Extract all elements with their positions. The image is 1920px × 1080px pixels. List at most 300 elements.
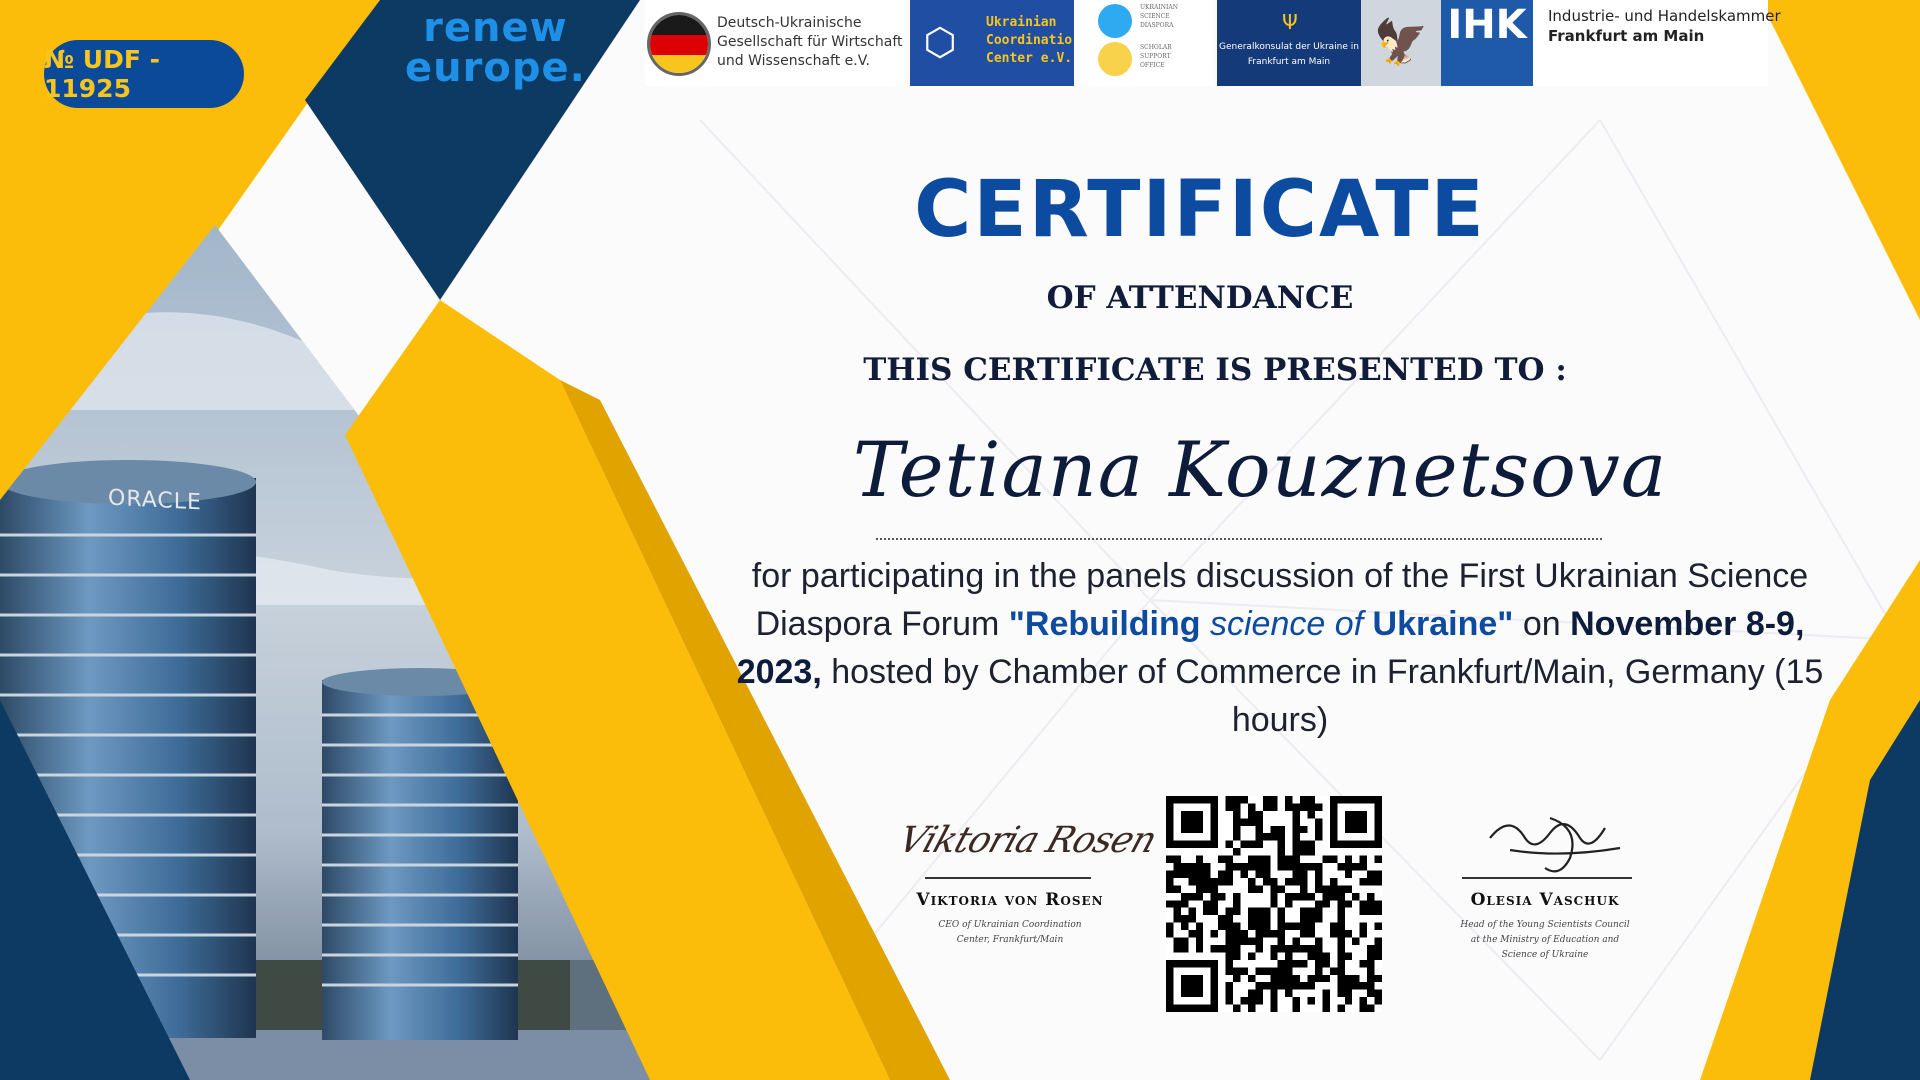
recipient-name: Tetiana Kouznetsova [852,425,1668,514]
qr-module [1300,870,1307,877]
qr-module [1248,878,1255,885]
qr-module [1173,915,1180,922]
qr-module [1375,952,1382,959]
qr-module [1218,878,1225,885]
qr-module [1240,841,1247,848]
qr-module [1285,893,1292,900]
qr-module [1233,796,1240,803]
qr-module [1308,811,1315,818]
qr-module [1188,893,1195,900]
qr-module [1270,1005,1277,1012]
ihk-line-1: Industrie- und Handelskammer [1548,7,1781,25]
qr-module [1233,900,1240,907]
qr-module [1322,900,1329,907]
left-role-line-1: CEO of Ukrainian Coordination [938,920,1082,930]
qr-module [1218,870,1225,877]
qr-module [1211,930,1218,937]
qr-module [1375,870,1382,877]
qr-module [1360,930,1367,937]
qr-module [1308,982,1315,989]
ucc-logo [910,0,1074,86]
qr-module [1270,997,1277,1004]
qr-module [1218,856,1225,863]
qr-module [1173,856,1180,863]
qr-module [1166,930,1173,937]
qr-module [1248,952,1255,959]
qr-module [1315,900,1322,907]
qr-module [1240,938,1247,945]
qr-module [1360,960,1367,967]
qr-module [1315,945,1322,952]
qr-module [1263,833,1270,840]
qr-module [1248,908,1255,915]
qr-module [1196,930,1203,937]
qr-module [1226,997,1233,1004]
qr-module [1375,997,1382,1004]
qr-module [1315,915,1322,922]
qr-module [1226,938,1233,945]
yellow-circle-icon [1098,42,1132,76]
qr-module [1233,863,1240,870]
qr-module [1300,885,1307,892]
qr-module [1337,908,1344,915]
qr-module [1233,945,1240,952]
qr-module [1330,893,1337,900]
consulate-line-2: Frankfurt am Main [1247,57,1331,67]
qr-module [1248,863,1255,870]
dugww-logo [645,0,905,86]
qr-module [1248,990,1255,997]
qr-module [1367,893,1374,900]
qr-module [1285,878,1292,885]
qr-module [1345,870,1352,877]
qr-module [1196,878,1203,885]
qr-module [1248,803,1255,810]
qr-module [1285,796,1292,803]
qr-module [1285,923,1292,930]
qr-module [1233,818,1240,825]
qr-module [1300,982,1307,989]
qr-module [1181,923,1188,930]
qr-module [1337,952,1344,959]
qr-module [1233,833,1240,840]
qr-module [1375,923,1382,930]
qr-module [1360,997,1367,1004]
qr-module [1367,975,1374,982]
qr-module [1226,923,1233,930]
qr-module [1203,885,1210,892]
qr-module [1300,908,1307,915]
qr-module [1188,878,1195,885]
qr-module [1300,930,1307,937]
qr-module [1278,841,1285,848]
qr-module [1337,982,1344,989]
qr-module [1226,982,1233,989]
qr-module [1173,900,1180,907]
qr-module [1360,863,1367,870]
qr-module [1255,841,1262,848]
qr-module [1255,990,1262,997]
qr-module [1263,908,1270,915]
qr-module [1255,818,1262,825]
certificate-number-badge: № UDF - 11925 [44,40,244,108]
qr-module [1308,908,1315,915]
qr-module [1375,945,1382,952]
qr-module [1293,923,1300,930]
qr-module [1367,982,1374,989]
qr-finder-module [1345,811,1367,833]
qr-module [1285,900,1292,907]
qr-module [1337,923,1344,930]
qr-module [1196,945,1203,952]
consulate-logo [1217,0,1361,86]
qr-module [1352,893,1359,900]
qr-module [1337,945,1344,952]
qr-module [1308,923,1315,930]
qr-module [1322,975,1329,982]
qr-module [1218,945,1225,952]
qr-module [1330,923,1337,930]
qr-module [1293,863,1300,870]
qr-module [1248,1005,1255,1012]
qr-module [1285,990,1292,997]
qr-module [1173,938,1180,945]
qr-module [1188,863,1195,870]
qr-module [1367,990,1374,997]
qr-module [1248,938,1255,945]
qr-module [1300,923,1307,930]
qr-module [1233,923,1240,930]
qr-module [1218,893,1225,900]
right-signature-scribble-icon [1480,798,1630,878]
qr-module [1300,960,1307,967]
qr-module [1188,915,1195,922]
qr-module [1322,960,1329,967]
qr-module [1255,908,1262,915]
body-text-3: hosted by Chamber of Commerce in Frankfurt/Main, Germany (15 hours) [821,653,1824,739]
qr-module [1226,915,1233,922]
dugww-line-1: Deutsch-Ukrainische [717,15,862,31]
qr-module [1293,826,1300,833]
qr-module [1352,975,1359,982]
qr-module [1270,990,1277,997]
qr-module [1337,893,1344,900]
qr-module [1285,803,1292,810]
qr-module [1375,878,1382,885]
qr-module [1285,952,1292,959]
qr-module [1173,945,1180,952]
qr-module [1255,826,1262,833]
qr-module [1255,967,1262,974]
qr-module [1337,900,1344,907]
qr-module [1211,945,1218,952]
qr-module [1337,960,1344,967]
qr-module [1315,938,1322,945]
qr-module [1233,1005,1240,1012]
qr-module [1226,863,1233,870]
qr-module [1330,878,1337,885]
qr-module [1285,863,1292,870]
qr-module [1248,915,1255,922]
left-signature-scribble: Viktoria Rosen [893,820,1162,861]
qr-module [1255,945,1262,952]
qr-module [1278,885,1285,892]
qr-module [1226,841,1233,848]
qr-module [1322,856,1329,863]
qr-module [1360,908,1367,915]
qr-module [1308,930,1315,937]
qr-module [1270,803,1277,810]
qr-module [1255,870,1262,877]
qr-module [1337,938,1344,945]
qr-module [1203,870,1210,877]
qr-module [1263,796,1270,803]
qr-module [1263,930,1270,937]
qr-module [1255,923,1262,930]
qr-module [1337,915,1344,922]
qr-code [1166,796,1382,1012]
renew-logo-line-2: europe. [405,45,586,91]
qr-module [1322,1005,1329,1012]
qr-module [1240,818,1247,825]
qr-module [1300,796,1307,803]
qr-module [1196,863,1203,870]
qr-module [1293,803,1300,810]
qr-module [1367,908,1374,915]
qr-module [1196,885,1203,892]
qr-module [1270,826,1277,833]
qr-module [1233,826,1240,833]
qr-module [1233,975,1240,982]
qr-module [1226,952,1233,959]
qr-module [1322,893,1329,900]
qr-module [1293,848,1300,855]
qr-module [1300,803,1307,810]
right-signature-line [1462,877,1632,879]
qr-module [1337,863,1344,870]
qr-module [1375,856,1382,863]
qr-module [1315,885,1322,892]
qr-module [1330,856,1337,863]
qr-module [1226,967,1233,974]
qr-module [1300,915,1307,922]
qr-module [1330,930,1337,937]
qr-module [1322,885,1329,892]
qr-module [1337,1005,1344,1012]
qr-module [1263,878,1270,885]
qr-module [1278,908,1285,915]
qr-module [1181,893,1188,900]
qr-module [1270,975,1277,982]
trident-icon: Ψ [1282,10,1298,34]
qr-module [1255,811,1262,818]
forum-name-part-1: "Rebuilding [1008,605,1210,643]
forum-name-part-2: science of [1209,605,1364,643]
qr-module [1293,833,1300,840]
qr-module [1315,908,1322,915]
right-signer-name: Olesia Vaschuk [1470,890,1620,910]
qr-module [1248,856,1255,863]
qr-module [1218,923,1225,930]
qr-module [1293,938,1300,945]
qr-module [1248,885,1255,892]
qr-module [1308,997,1315,1004]
qr-module [1285,975,1292,982]
qr-module [1233,967,1240,974]
right-role-line-2: at the Ministry of Education and [1470,935,1620,945]
qr-module [1278,856,1285,863]
qr-module [1375,908,1382,915]
qr-module [1255,856,1262,863]
qr-module [1293,818,1300,825]
qr-module [1337,885,1344,892]
qr-module [1293,878,1300,885]
qr-module [1188,908,1195,915]
qr-module [1226,856,1233,863]
qr-module [1352,982,1359,989]
qr-module [1263,967,1270,974]
qr-module [1278,967,1285,974]
qr-module [1293,975,1300,982]
qr-module [1315,967,1322,974]
qr-module [1226,945,1233,952]
qr-finder-module [1181,975,1203,997]
qr-module [1360,856,1367,863]
qr-module [1308,803,1315,810]
qr-module [1360,923,1367,930]
qr-module [1203,878,1210,885]
qr-module [1293,870,1300,877]
qr-module [1270,900,1277,907]
qr-module [1196,893,1203,900]
qr-module [1181,915,1188,922]
qr-module [1315,870,1322,877]
qr-module [1255,885,1262,892]
qr-module [1166,923,1173,930]
qr-module [1367,952,1374,959]
qr-module [1285,960,1292,967]
qr-module [1270,945,1277,952]
qr-module [1300,863,1307,870]
qr-module [1233,811,1240,818]
left-signer-role [880,918,1140,948]
qr-module [1270,930,1277,937]
qr-module [1226,878,1233,885]
qr-module [1240,863,1247,870]
qr-module [1166,885,1173,892]
right-signer-role [1420,918,1670,963]
qr-module [1196,938,1203,945]
qr-module [1233,938,1240,945]
qr-module [1278,938,1285,945]
qr-module [1255,930,1262,937]
qr-module [1211,908,1218,915]
qr-module [1330,967,1337,974]
qr-module [1166,878,1173,885]
ihk-name [1533,0,1781,86]
qr-module [1285,982,1292,989]
left-role-line-2: Center, Frankfurt/Main [956,935,1064,945]
qr-module [1278,975,1285,982]
qr-module [1360,982,1367,989]
qr-module [1173,870,1180,877]
qr-module [1233,908,1240,915]
qr-module [1322,990,1329,997]
dugww-line-3: und Wissenschaft e.V. [717,53,870,69]
qr-module [1367,945,1374,952]
qr-module [1352,938,1359,945]
name-underline [876,538,1602,540]
qr-module [1375,900,1382,907]
qr-module [1345,856,1352,863]
qr-module [1315,803,1322,810]
ussso-line-1: UKRAINIAN [1140,4,1178,11]
ussso-logo [1078,0,1213,86]
qr-module [1255,938,1262,945]
left-signature-line [925,877,1091,879]
qr-module [1211,893,1218,900]
qr-module [1233,930,1240,937]
qr-module [1315,952,1322,959]
qr-module [1367,878,1374,885]
qr-module [1166,900,1173,907]
qr-module [1255,982,1262,989]
qr-module [1255,997,1262,1004]
qr-module [1270,893,1277,900]
certificate-body [720,552,1840,744]
qr-module [1293,945,1300,952]
qr-module [1173,863,1180,870]
qr-module [1181,863,1188,870]
left-signer-name: Viktoria von Rosen [916,890,1104,910]
qr-module [1308,848,1315,855]
qr-module [1315,878,1322,885]
qr-module [1196,870,1203,877]
qr-module [1367,900,1374,907]
consulate-line-1: Generalkonsulat der Ukraine in [1218,42,1359,52]
qr-module [1233,893,1240,900]
qr-module [1367,967,1374,974]
qr-module [1270,796,1277,803]
ussso-line-2: SCIENCE [1140,13,1170,20]
qr-module [1211,900,1218,907]
qr-module [1203,900,1210,907]
qr-module [1166,856,1173,863]
right-role-line-3: Science of Ukraine [1501,950,1589,960]
qr-module [1255,915,1262,922]
qr-module [1337,967,1344,974]
qr-module [1308,863,1315,870]
qr-module [1173,908,1180,915]
body-text-1: for participating in the panels discussion of the First Ukrainian Science Diaspora Forum [751,557,1809,643]
yellow-top-right-shape [1760,0,1920,320]
presented-to-label: THIS CERTIFICATE IS PRESENTED TO : [863,352,1567,388]
qr-module [1263,915,1270,922]
qr-module [1278,863,1285,870]
qr-module [1293,960,1300,967]
qr-module [1293,893,1300,900]
renew-europe-logo [405,5,586,91]
right-role-line-1: Head of the Young Scientists Council [1460,920,1630,930]
qr-module [1233,848,1240,855]
qr-module [1278,915,1285,922]
qr-module [1226,990,1233,997]
qr-module [1315,960,1322,967]
qr-module [1248,811,1255,818]
qr-module [1315,833,1322,840]
qr-module [1375,938,1382,945]
qr-module [1308,975,1315,982]
